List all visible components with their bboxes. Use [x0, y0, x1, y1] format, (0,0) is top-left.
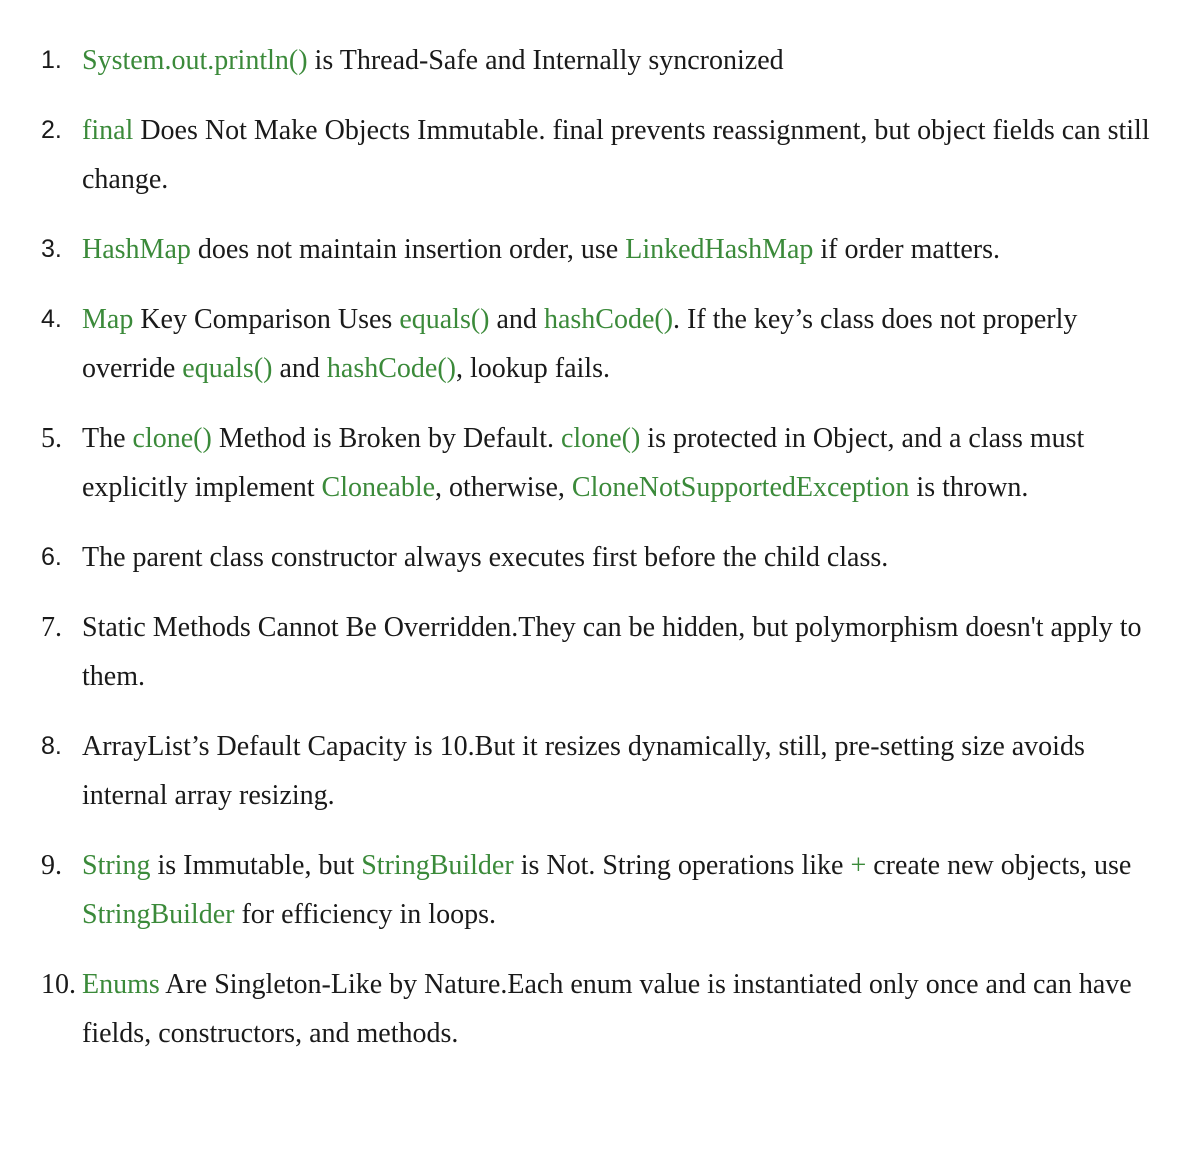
tip-item	[0, 722, 1160, 820]
tip-item	[0, 960, 1160, 1058]
tip-item	[0, 106, 1160, 204]
code-term: Map	[82, 304, 134, 335]
tip-item	[0, 225, 1160, 274]
tip-text: and	[272, 353, 327, 384]
code-term: HashMap	[82, 234, 191, 265]
code-term: hashCode()	[326, 353, 456, 384]
tip-text: is Immutable, but	[150, 850, 362, 881]
code-term: CloneNotSupportedException	[571, 472, 910, 503]
tip-text: The parent class constructor always executes first before the child class.	[82, 542, 889, 573]
tip-text: , lookup fails.	[456, 353, 610, 384]
tip-number: 2.	[41, 116, 62, 144]
tip-text: create new objects, use	[866, 850, 1132, 881]
tip-number: 9.	[41, 850, 62, 881]
code-term: StringBuilder	[361, 850, 514, 881]
tip-text: Method is Broken by Default.	[211, 423, 561, 454]
tip-text: if order matters.	[813, 234, 1000, 265]
tip-text: is thrown.	[909, 472, 1029, 503]
tip-item	[0, 533, 1160, 582]
java-tips-list	[0, 36, 1160, 1079]
tip-text: does not maintain insertion order, use	[190, 234, 626, 265]
tip-item	[0, 36, 1160, 85]
tip-text: Does Not Make Objects Immutable. final prevents reassignment, but object fields can still change.	[82, 115, 1150, 195]
tip-item	[0, 295, 1160, 393]
code-term: StringBuilder	[82, 899, 235, 930]
code-term: final	[82, 115, 134, 146]
code-term: Enums	[82, 969, 160, 1000]
tip-text: for efficiency in loops.	[234, 899, 496, 930]
code-term: hashCode()	[543, 304, 674, 335]
tip-number: 7.	[41, 612, 62, 643]
code-term: String	[82, 850, 151, 881]
code-term: +	[850, 850, 867, 881]
tip-number: 1.	[41, 46, 62, 74]
tip-number: 6.	[41, 543, 62, 571]
tip-text: and	[489, 304, 544, 335]
code-term: equals()	[182, 353, 273, 384]
tip-text: . If the key’s class does not properly override	[82, 304, 1078, 384]
tip-text: is protected in Object, and a class must explicitly implement	[82, 423, 1085, 503]
tip-item	[0, 603, 1160, 701]
code-term: LinkedHashMap	[625, 234, 814, 265]
code-term: clone()	[132, 423, 212, 454]
tip-text: ArrayList’s Default Capacity is 10.But it resizes dynamically, still, pre-setting size avoids internal array resizing.	[82, 731, 1085, 811]
tip-text: Static Methods Cannot Be Overridden.They can be hidden, but polymorphism doesn't apply to them.	[82, 612, 1142, 692]
tip-item	[0, 414, 1160, 512]
code-term: equals()	[399, 304, 490, 335]
tip-text: is Thread-Safe and Internally syncronized	[307, 45, 784, 76]
code-term: System.out.println()	[82, 45, 308, 76]
code-term: clone()	[561, 423, 641, 454]
tip-number: 8.	[41, 732, 62, 760]
tip-item	[0, 841, 1160, 939]
tip-text: , otherwise,	[435, 472, 572, 503]
code-term: Cloneable	[321, 472, 436, 503]
tip-text: Are Singleton-Like by Nature.Each enum value is instantiated only once and can have fields, constructors, and methods.	[82, 969, 1132, 1049]
tip-text: Key Comparison Uses	[133, 304, 400, 335]
tip-text: is Not. String operations like	[513, 850, 851, 881]
tip-number: 3.	[41, 235, 62, 263]
tip-text: The	[82, 423, 133, 454]
tip-number: 10.	[41, 969, 76, 1000]
tip-number: 4.	[41, 305, 62, 333]
tip-number: 5.	[41, 423, 62, 454]
